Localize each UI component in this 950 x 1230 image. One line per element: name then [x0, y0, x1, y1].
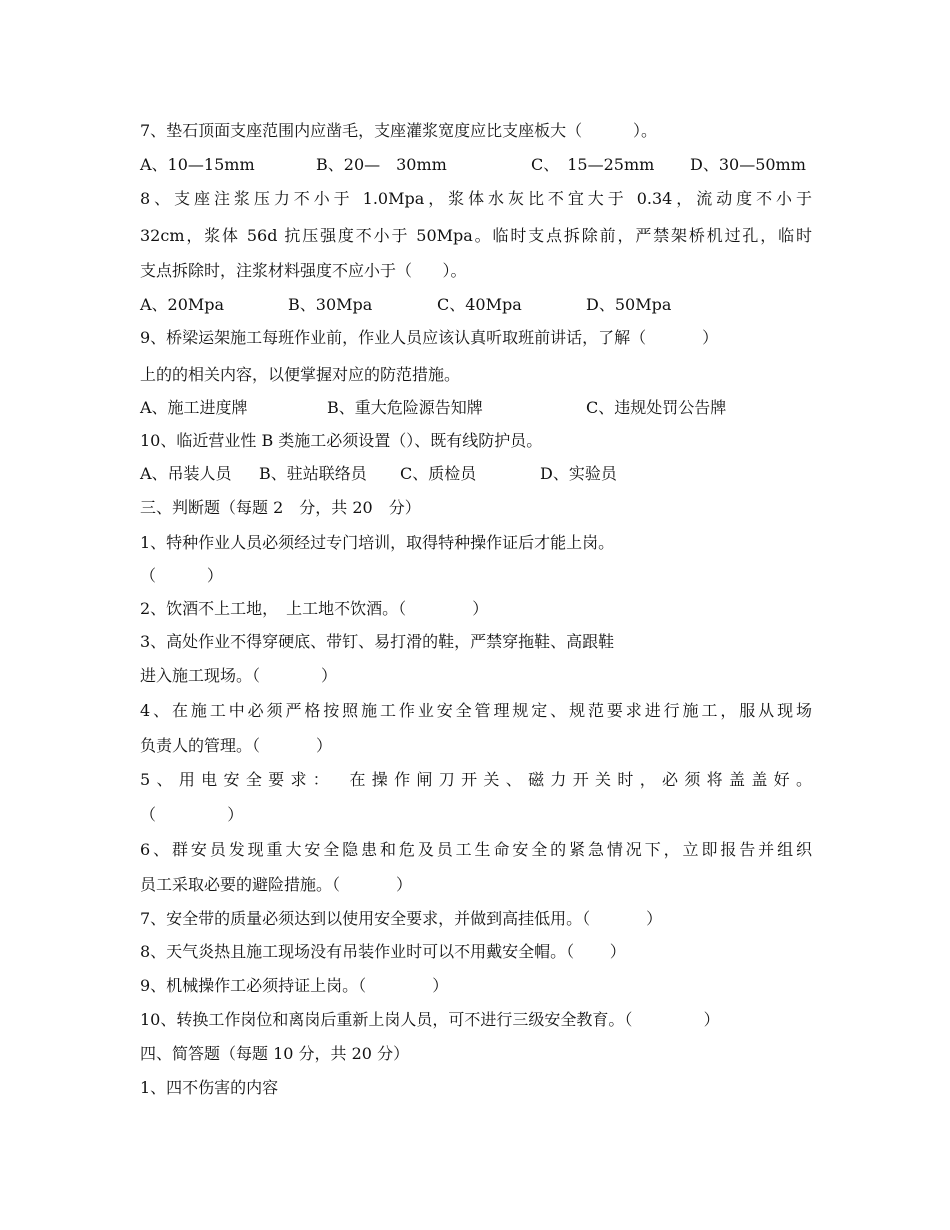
question-9-line-2: 上的的相关内容，以便掌握对应的防范措施。	[140, 365, 461, 384]
judgement-5-line-2: （ ）	[140, 805, 244, 824]
question-8-option-d: D、50Mpa	[586, 295, 672, 314]
question-10-option-b: B、驻站联络员	[259, 464, 367, 483]
question-10-option-d: D、实验员	[540, 464, 617, 483]
short-answer-1: 1、四不伤害的内容	[140, 1078, 279, 1097]
question-7-option-a: A、10—15mm	[140, 155, 255, 174]
judgement-6-line-1: 6、群安员发现重大安全隐患和危及员工生命安全的紧急情况下，立即报告并组织	[140, 840, 812, 859]
question-7-option-b: B、20— 30mm	[316, 155, 447, 174]
question-8-option-c: C、40Mpa	[437, 295, 522, 314]
question-7-option-c: C、 15—25mm	[531, 155, 655, 174]
judgement-1-line-2: （ ）	[140, 566, 223, 585]
judgement-6-line-2: 员工采取必要的避险措施。（ ）	[140, 875, 412, 894]
question-9-option-c: C、违规处罚公告牌	[586, 398, 727, 417]
question-7-stem: 7、垫石顶面支座范围内应凿毛，支座灌浆宽度应比支座板大（ ）。	[140, 121, 658, 140]
judgement-5-line-1: 5、用电安全要求： 在操作闸刀开关、磁力开关时，必须将盖盖好。	[140, 770, 812, 789]
judgement-10: 10、转换工作岗位和离岗后重新上岗人员，可不进行三级安全教育。（ ）	[140, 1010, 720, 1029]
judgement-4-line-1: 4、在施工中必须严格按照施工作业安全管理规定、规范要求进行施工，服从现场	[140, 701, 812, 720]
judgement-2: 2、饮酒不上工地， 上工地不饮酒。（ ）	[140, 599, 489, 618]
question-9-option-b: B、重大危险源告知牌	[327, 398, 483, 417]
question-9-line-1: 9、桥梁运架施工每班作业前，作业人员应该认真听取班前讲话，了解（ ）	[140, 328, 719, 347]
question-8-line-3: 支点拆除时，注浆材料强度不应小于（ ）。	[140, 261, 467, 280]
judgement-9: 9、机械操作工必须持证上岗。（ ）	[140, 976, 449, 995]
question-9-option-a: A、施工进度牌	[140, 398, 248, 417]
judgement-3-line-2: 进入施工现场。（ ）	[140, 666, 338, 685]
judgement-4-line-2: 负责人的管理。（ ）	[140, 736, 332, 755]
question-10-option-c: C、质检员	[400, 464, 477, 483]
section-3-title: 三、判断题（每题 2 分，共 20 分）	[140, 498, 421, 517]
judgement-8: 8、天气炎热且施工现场没有吊装作业时可以不用戴安全帽。（ ）	[140, 942, 626, 961]
question-8-option-a: A、20Mpa	[140, 295, 225, 314]
question-10-option-a: A、吊装人员	[140, 464, 232, 483]
section-4-title: 四、简答题（每题 10 分，共 20 分）	[140, 1044, 410, 1063]
judgement-3-line-1: 3、高处作业不得穿硬底、带钉、易打滑的鞋，严禁穿拖鞋、高跟鞋	[140, 632, 615, 651]
judgement-1-line-1: 1、特种作业人员必须经过专门培训，取得特种操作证后才能上岗。	[140, 533, 615, 552]
question-8-line-1: 8、支座注浆压力不小于 1.0Mpa，浆体水灰比不宜大于 0.34，流动度不小于	[140, 189, 812, 208]
question-8-line-2: 32cm，浆体 56d 抗压强度不小于 50Mpa。临时支点拆除前，严禁架桥机过孔，临时	[140, 226, 812, 245]
question-7-option-d: D、30—50mm	[690, 155, 806, 174]
question-10-stem: 10、临近营业性 B 类施工必须设置（）、既有线防护员。	[140, 431, 543, 450]
judgement-7: 7、安全带的质量必须达到以使用安全要求，并做到高挂低用。（ ）	[140, 909, 663, 928]
question-8-option-b: B、30Mpa	[288, 295, 373, 314]
